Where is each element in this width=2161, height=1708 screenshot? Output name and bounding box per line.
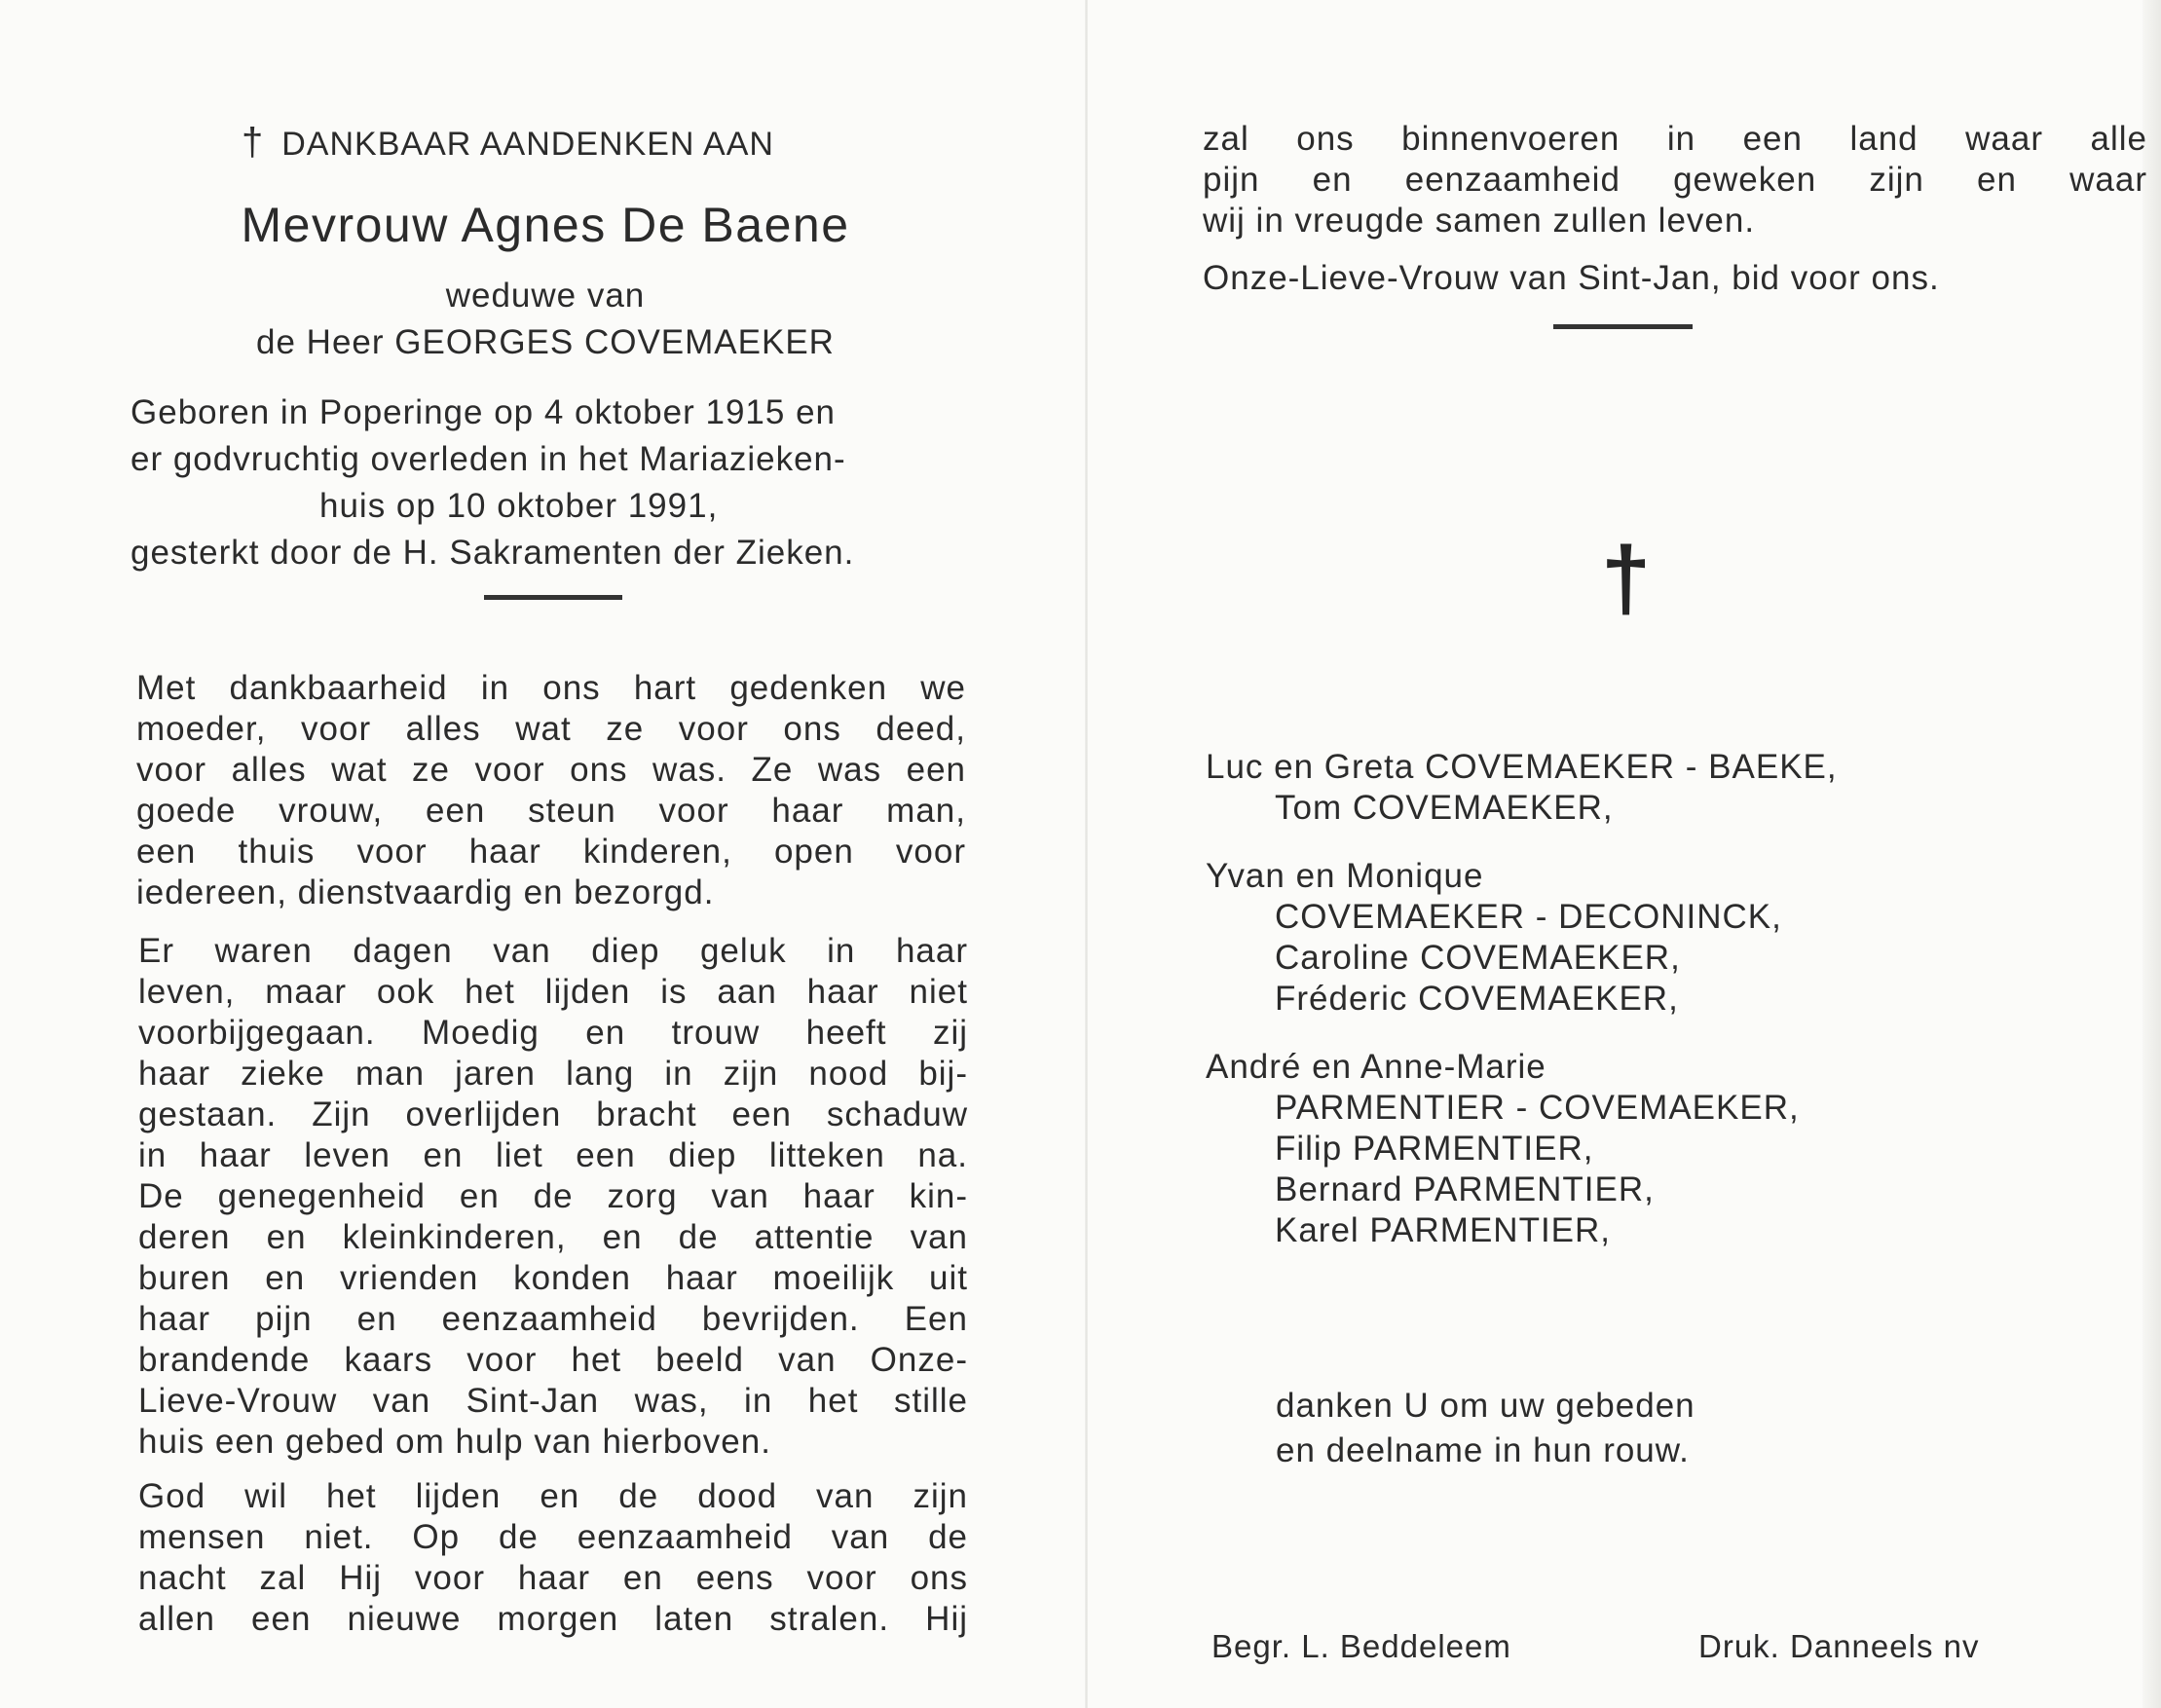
paragraph-line: haar zieke man jaren lang in zijn nood bij- — [138, 1055, 968, 1093]
family-line: Karel PARMENTIER, — [1275, 1211, 1612, 1249]
paragraph-line: een thuis voor haar kinderen, open voor — [136, 833, 966, 871]
paragraph-line: leven, maar ook het lijden is aan haar niet — [138, 973, 968, 1011]
paragraph-line: goede vrouw, een steun voor haar man, — [136, 792, 966, 830]
divider-rule — [1553, 324, 1693, 329]
paragraph-line: buren en vrienden konden haar moeilijk uit — [138, 1259, 968, 1297]
family-line: Bernard PARMENTIER, — [1275, 1170, 1655, 1208]
paragraph-line: voorbijgegaan. Moedig en trouw heeft zij — [138, 1014, 968, 1052]
paragraph-line: Met dankbaarheid in ons hart gedenken we — [136, 669, 966, 707]
paragraph-line: deren en kleinkinderen, en de attentie van — [138, 1218, 968, 1256]
deceased-name: Mevrouw Agnes De Baene — [241, 198, 850, 252]
cross-icon: † — [242, 121, 265, 164]
continuation-text — [1203, 119, 2147, 241]
paragraph-line: wij in vreugde samen zullen leven. — [1203, 202, 1756, 240]
header-text: DANKBAAR AANDENKEN AAN — [281, 126, 774, 163]
paragraph-1 — [136, 668, 966, 913]
paragraph-line: zal ons binnenvoeren in een land waar alle — [1203, 120, 2147, 158]
paragraph-line: Er waren dagen van diep geluk in haar — [138, 932, 968, 970]
family-line: COVEMAEKER - DECONINCK, — [1275, 898, 1782, 936]
widow-of: weduwe van — [445, 277, 646, 315]
undertaker-credit: Begr. L. Beddeleem — [1211, 1628, 1511, 1664]
family-line: André en Anne-Marie — [1206, 1048, 1546, 1086]
paragraph-line: huis een gebed om hulp van hierboven. — [138, 1423, 771, 1461]
birth-line-2: er godvruchtig overleden in het Mariazieken- — [130, 440, 846, 478]
printer-credit: Druk. Danneels nv — [1698, 1628, 1980, 1664]
family-line: Caroline COVEMAEKER, — [1275, 939, 1681, 977]
prayer-line: Onze-Lieve-Vrouw van Sint-Jan, bid voor ons. — [1203, 259, 1940, 297]
paragraph-line: nacht zal Hij voor haar en eens voor ons — [138, 1559, 968, 1597]
paragraph-line: allen een nieuwe morgen laten stralen. Hij — [138, 1600, 968, 1638]
paragraph-line: pijn en eenzaamheid geweken zijn en waar — [1203, 161, 2147, 199]
husband-name: de Heer GEORGES COVEMAEKER — [256, 323, 835, 361]
right-panel — [1088, 0, 2147, 1708]
card-edge — [2142, 0, 2161, 1708]
family-line: Fréderic COVEMAEKER, — [1275, 980, 1679, 1018]
paragraph-line: moeder, voor alles wat ze voor ons deed, — [136, 710, 966, 748]
family-line: Yvan en Monique — [1206, 857, 1484, 895]
paragraph-line: mensen niet. Op de eenzaamheid van de — [138, 1518, 968, 1556]
paragraph-line: voor alles wat ze voor ons was. Ze was een — [136, 751, 966, 789]
paragraph-line: brandende kaars voor het beeld van Onze- — [138, 1341, 968, 1379]
paragraph-line: gestaan. Zijn overlijden bracht een schaduw — [138, 1095, 968, 1133]
family-line: PARMENTIER - COVEMAEKER, — [1275, 1089, 1800, 1127]
paragraph-3 — [138, 1476, 968, 1640]
paragraph-line: in haar leven en liet een diep litteken na. — [138, 1136, 968, 1174]
family-line: Tom COVEMAEKER, — [1275, 789, 1614, 827]
family-line: Filip PARMENTIER, — [1275, 1130, 1594, 1168]
divider-rule — [484, 595, 622, 600]
birth-line-4: gesterkt door de H. Sakramenten der Zieken. — [130, 534, 855, 572]
header-line — [242, 121, 774, 165]
paragraph-line: haar pijn en eenzaamheid bevrijden. Een — [138, 1300, 968, 1338]
birth-line-1: Geboren in Poperinge op 4 oktober 1915 en — [130, 393, 837, 431]
thanks-line-1: danken U om uw gebeden — [1276, 1387, 1695, 1425]
family-line: Luc en Greta COVEMAEKER - BAEKE, — [1206, 748, 1838, 786]
paragraph-2 — [138, 931, 968, 1463]
paragraph-line: Lieve-Vrouw van Sint-Jan was, in het stille — [138, 1382, 968, 1420]
birth-line-3: huis op 10 oktober 1991, — [319, 487, 719, 525]
paragraph-line: De genegenheid en de zorg van haar kin- — [138, 1177, 968, 1215]
thanks-line-2: en deelname in hun rouw. — [1276, 1431, 1690, 1469]
paragraph-line: iedereen, dienstvaardig en bezorgd. — [136, 873, 715, 911]
cross-icon: † — [1601, 529, 1652, 628]
paragraph-line: God wil het lijden en de dood van zijn — [138, 1477, 968, 1515]
